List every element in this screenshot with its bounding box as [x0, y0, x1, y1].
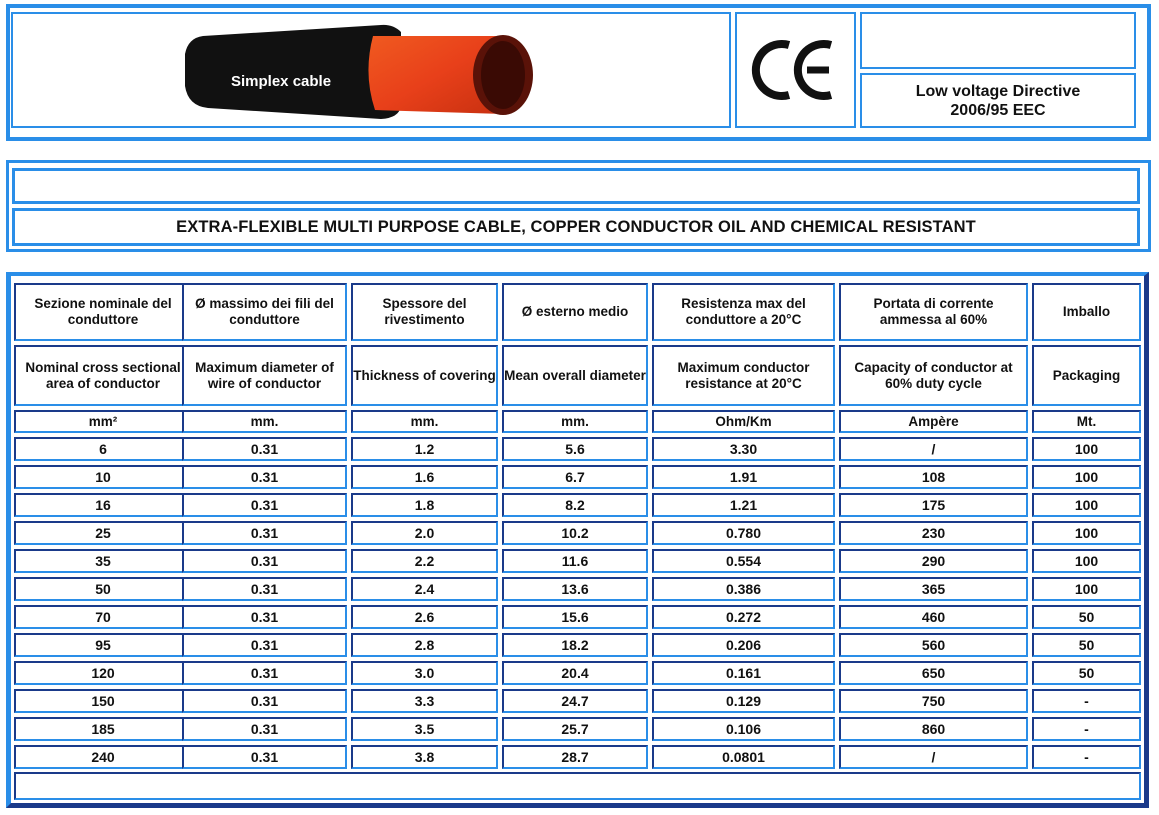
header-cell-en: Maximum conductor resistance at 20°C: [652, 345, 835, 406]
table-cell: -: [1032, 745, 1141, 769]
table-cell: 50: [1032, 605, 1141, 629]
ce-mark-icon: [751, 35, 841, 105]
table-cell: -: [1032, 689, 1141, 713]
table-cell: 6.7: [502, 465, 648, 489]
table-cell: 0.31: [182, 465, 347, 489]
header-cell-it: Portata di corrente ammessa al 60%: [839, 283, 1028, 341]
table-cell: 0.31: [182, 717, 347, 741]
table-cell: 0.31: [182, 493, 347, 517]
table-cell: 100: [1032, 549, 1141, 573]
table-cell: 25.7: [502, 717, 648, 741]
table-cell: 560: [839, 633, 1028, 657]
table-cell: 5.6: [502, 437, 648, 461]
unit-cell: mm.: [182, 410, 347, 433]
table-cell: 50: [1032, 661, 1141, 685]
directive-box: [860, 73, 1136, 128]
table-cell: 860: [839, 717, 1028, 741]
table-cell: 3.30: [652, 437, 835, 461]
table-cell: 3.5: [351, 717, 498, 741]
table-cell: 650: [839, 661, 1028, 685]
table-cell: 100: [1032, 465, 1141, 489]
table-cell: 0.31: [182, 745, 347, 769]
header-cell-it: Imballo: [1032, 283, 1141, 341]
table-cell: 0.780: [652, 521, 835, 545]
table-cell: 95: [14, 633, 192, 657]
directive-line2: 2006/95 EEC: [950, 101, 1046, 119]
table-cell: 185: [14, 717, 192, 741]
table-cell: 2.6: [351, 605, 498, 629]
product-title: EXTRA-FLEXIBLE MULTI PURPOSE CABLE, COPPER CONDUCTOR OIL AND CHEMICAL RESISTANT: [12, 208, 1140, 246]
table-cell: 15.6: [502, 605, 648, 629]
table-cell: 0.31: [182, 577, 347, 601]
header-cell-en: Thickness of covering: [351, 345, 498, 406]
unit-cell: Ohm/Km: [652, 410, 835, 433]
table-cell: 2.4: [351, 577, 498, 601]
header-cell-en: Mean overall diameter: [502, 345, 648, 406]
table-cell: 0.161: [652, 661, 835, 685]
header-cell-en: Capacity of conductor at 60% duty cycle: [839, 345, 1028, 406]
header-cell-it: Sezione nominale del conduttore: [14, 283, 192, 341]
cable-label: Simplex cable: [231, 73, 332, 90]
unit-cell: Ampère: [839, 410, 1028, 433]
table-cell: 100: [1032, 493, 1141, 517]
table-cell: 0.31: [182, 549, 347, 573]
table-cell: 100: [1032, 521, 1141, 545]
ce-mark-box: [735, 12, 856, 128]
table-cell: 13.6: [502, 577, 648, 601]
table-cell: 1.91: [652, 465, 835, 489]
table-cell: 25: [14, 521, 192, 545]
unit-cell: mm²: [14, 410, 192, 433]
table-cell: 100: [1032, 577, 1141, 601]
table-cell: 0.31: [182, 689, 347, 713]
table-cell: 290: [839, 549, 1028, 573]
table-cell: 35: [14, 549, 192, 573]
table-cell: 3.8: [351, 745, 498, 769]
header-cell-it: Resistenza max del conduttore a 20°C: [652, 283, 835, 341]
table-cell: 28.7: [502, 745, 648, 769]
cable-illustration: [13, 14, 729, 126]
table-cell: /: [839, 745, 1028, 769]
table-cell: 10.2: [502, 521, 648, 545]
table-cell: 0.31: [182, 661, 347, 685]
table-cell: 0.106: [652, 717, 835, 741]
table-cell: 108: [839, 465, 1028, 489]
unit-cell: mm.: [502, 410, 648, 433]
table-cell: 0.554: [652, 549, 835, 573]
table-cell: 0.272: [652, 605, 835, 629]
header-cell-en: Packaging: [1032, 345, 1141, 406]
header-cell-en: Nominal cross sectional area of conductor: [14, 345, 192, 406]
table-cell: 175: [839, 493, 1028, 517]
table-cell: 3.0: [351, 661, 498, 685]
cable-image-box: [11, 12, 731, 128]
table-cell: 6: [14, 437, 192, 461]
table-cell: 0.386: [652, 577, 835, 601]
table-cell: 2.0: [351, 521, 498, 545]
table-cell: 1.21: [652, 493, 835, 517]
table-cell: 24.7: [502, 689, 648, 713]
table-cell: 365: [839, 577, 1028, 601]
table-cell: 460: [839, 605, 1028, 629]
header-cell-en: Maximum diameter of wire of conductor: [182, 345, 347, 406]
table-cell: 10: [14, 465, 192, 489]
blank-title-box: [12, 168, 1140, 204]
unit-cell: mm.: [351, 410, 498, 433]
table-cell: 1.2: [351, 437, 498, 461]
header-cell-it: Spessore del rivestimento: [351, 283, 498, 341]
table-cell: 750: [839, 689, 1028, 713]
table-cell: 50: [1032, 633, 1141, 657]
table-cell: 0.31: [182, 633, 347, 657]
unit-cell: Mt.: [1032, 410, 1141, 433]
table-cell: 16: [14, 493, 192, 517]
table-cell: 11.6: [502, 549, 648, 573]
directive-line1: Low voltage Directive: [915, 82, 1081, 100]
table-cell: 0.206: [652, 633, 835, 657]
table-cell: 3.3: [351, 689, 498, 713]
header-cell-it: Ø esterno medio: [502, 283, 648, 341]
table-cell: 1.8: [351, 493, 498, 517]
table-cell: 18.2: [502, 633, 648, 657]
table-cell: 0.31: [182, 521, 347, 545]
table-cell: 70: [14, 605, 192, 629]
table-cell: -: [1032, 717, 1141, 741]
table-cell: 1.6: [351, 465, 498, 489]
table-cell: 0.31: [182, 605, 347, 629]
blank-header-box: [860, 12, 1136, 69]
header-cell-it: Ø massimo dei fili del conduttore: [182, 283, 347, 341]
table-cell: 0.0801: [652, 745, 835, 769]
table-cell: 50: [14, 577, 192, 601]
table-cell: 0.31: [182, 437, 347, 461]
table-cell: 150: [14, 689, 192, 713]
table-cell: 8.2: [502, 493, 648, 517]
table-cell: 2.8: [351, 633, 498, 657]
table-footer-cell: [14, 772, 1141, 800]
table-cell: 0.129: [652, 689, 835, 713]
table-cell: /: [839, 437, 1028, 461]
table-cell: 120: [14, 661, 192, 685]
table-cell: 230: [839, 521, 1028, 545]
table-cell: 2.2: [351, 549, 498, 573]
table-cell: 20.4: [502, 661, 648, 685]
table-cell: 100: [1032, 437, 1141, 461]
table-cell: 240: [14, 745, 192, 769]
